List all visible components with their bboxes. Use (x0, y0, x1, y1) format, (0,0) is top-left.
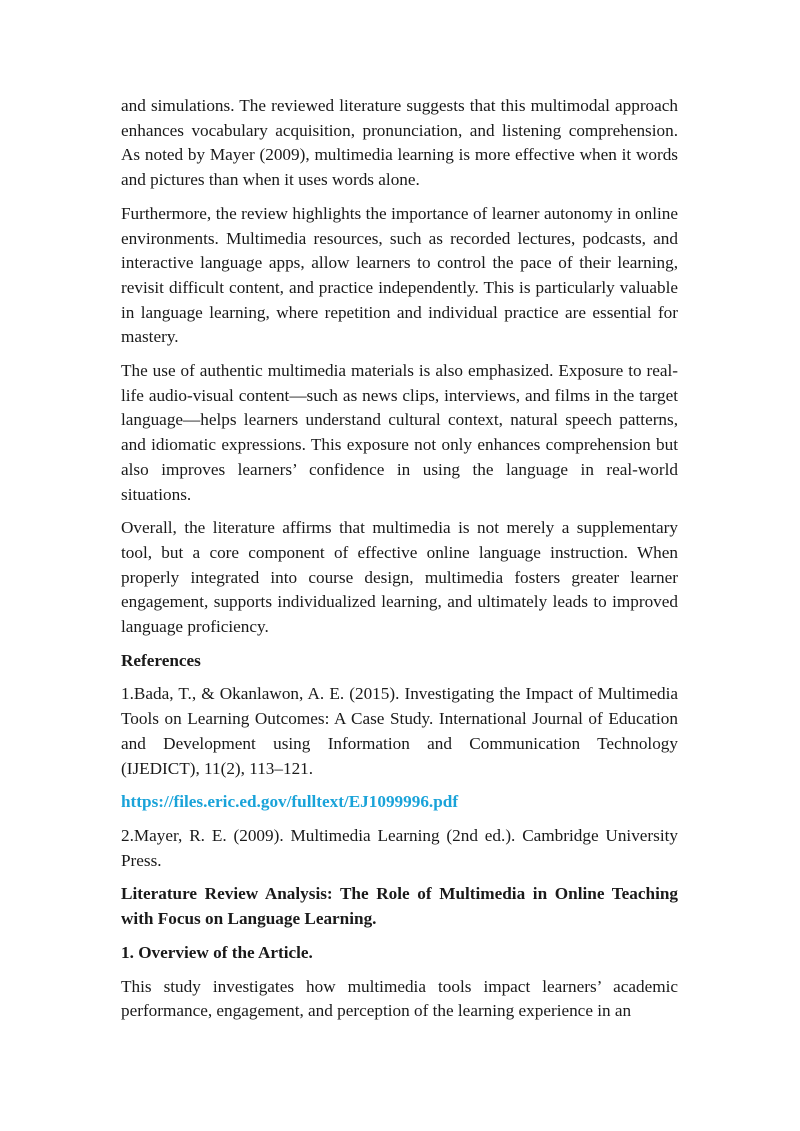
section-title: Literature Review Analysis: The Role of Multimedia in Online Teaching with Focus on Language Learning. (121, 884, 678, 929)
body-paragraph: and simulations. The reviewed literature suggests that this multimodal approach enhances vocabulary acquisition, pronunciation, and listening comprehension. As noted by Mayer (2009), multimedia learning is more effective when it words and pictures than when it uses words alone. (121, 96, 678, 190)
section-subheading: 1. Overview of the Article. (121, 942, 313, 962)
body-paragraph: Furthermore, the review highlights the importance of learner autonomy in online environments. Multimedia resources, such as recorded lectures, podcasts, and interactive language apps, allow learners to control the pace of their learning, revisit difficult content, and practice independently. This is particularly valuable in language learning, where repetition and individual practice are essential for mastery. (121, 203, 678, 347)
references-heading: References (121, 650, 201, 670)
body-paragraph: This study investigates how multimedia tools impact learners’ academic performance, engagement, and perception of the learning experience in an (121, 976, 678, 1021)
body-paragraph: The use of authentic multimedia materials is also emphasized. Exposure to real-life audio-visual content—such as news clips, interviews, and films in the target language—helps learners understand cultural context, natural speech patterns, and idiomatic expressions. This exposure not only enhances comprehension but also improves learners’ confidence in using the language in real-world situations. (121, 361, 678, 504)
reference-entry: 2.Mayer, R. E. (2009). Multimedia Learning (2nd ed.). Cambridge University Press. (121, 825, 678, 870)
reference-link[interactable]: https://files.eric.ed.gov/fulltext/EJ1099996.pdf (121, 792, 459, 812)
document-page (121, 94, 678, 1033)
body-paragraph: Overall, the literature affirms that multimedia is not merely a supplementary tool, but a core component of effective online language instruction. When properly integrated into course design, multimedia fosters greater learner engagement, supports individualized learning, and ultimately leads to improved language proficiency. (121, 518, 678, 637)
reference-entry: 1.Bada, T., & Okanlawon, A. E. (2015). Investigating the Impact of Multimedia Tools on Learning Outcomes: A Case Study. International Journal of Education and Development using Information and Communication Technology (IJEDICT), 11(2), 113–121. (121, 684, 678, 778)
